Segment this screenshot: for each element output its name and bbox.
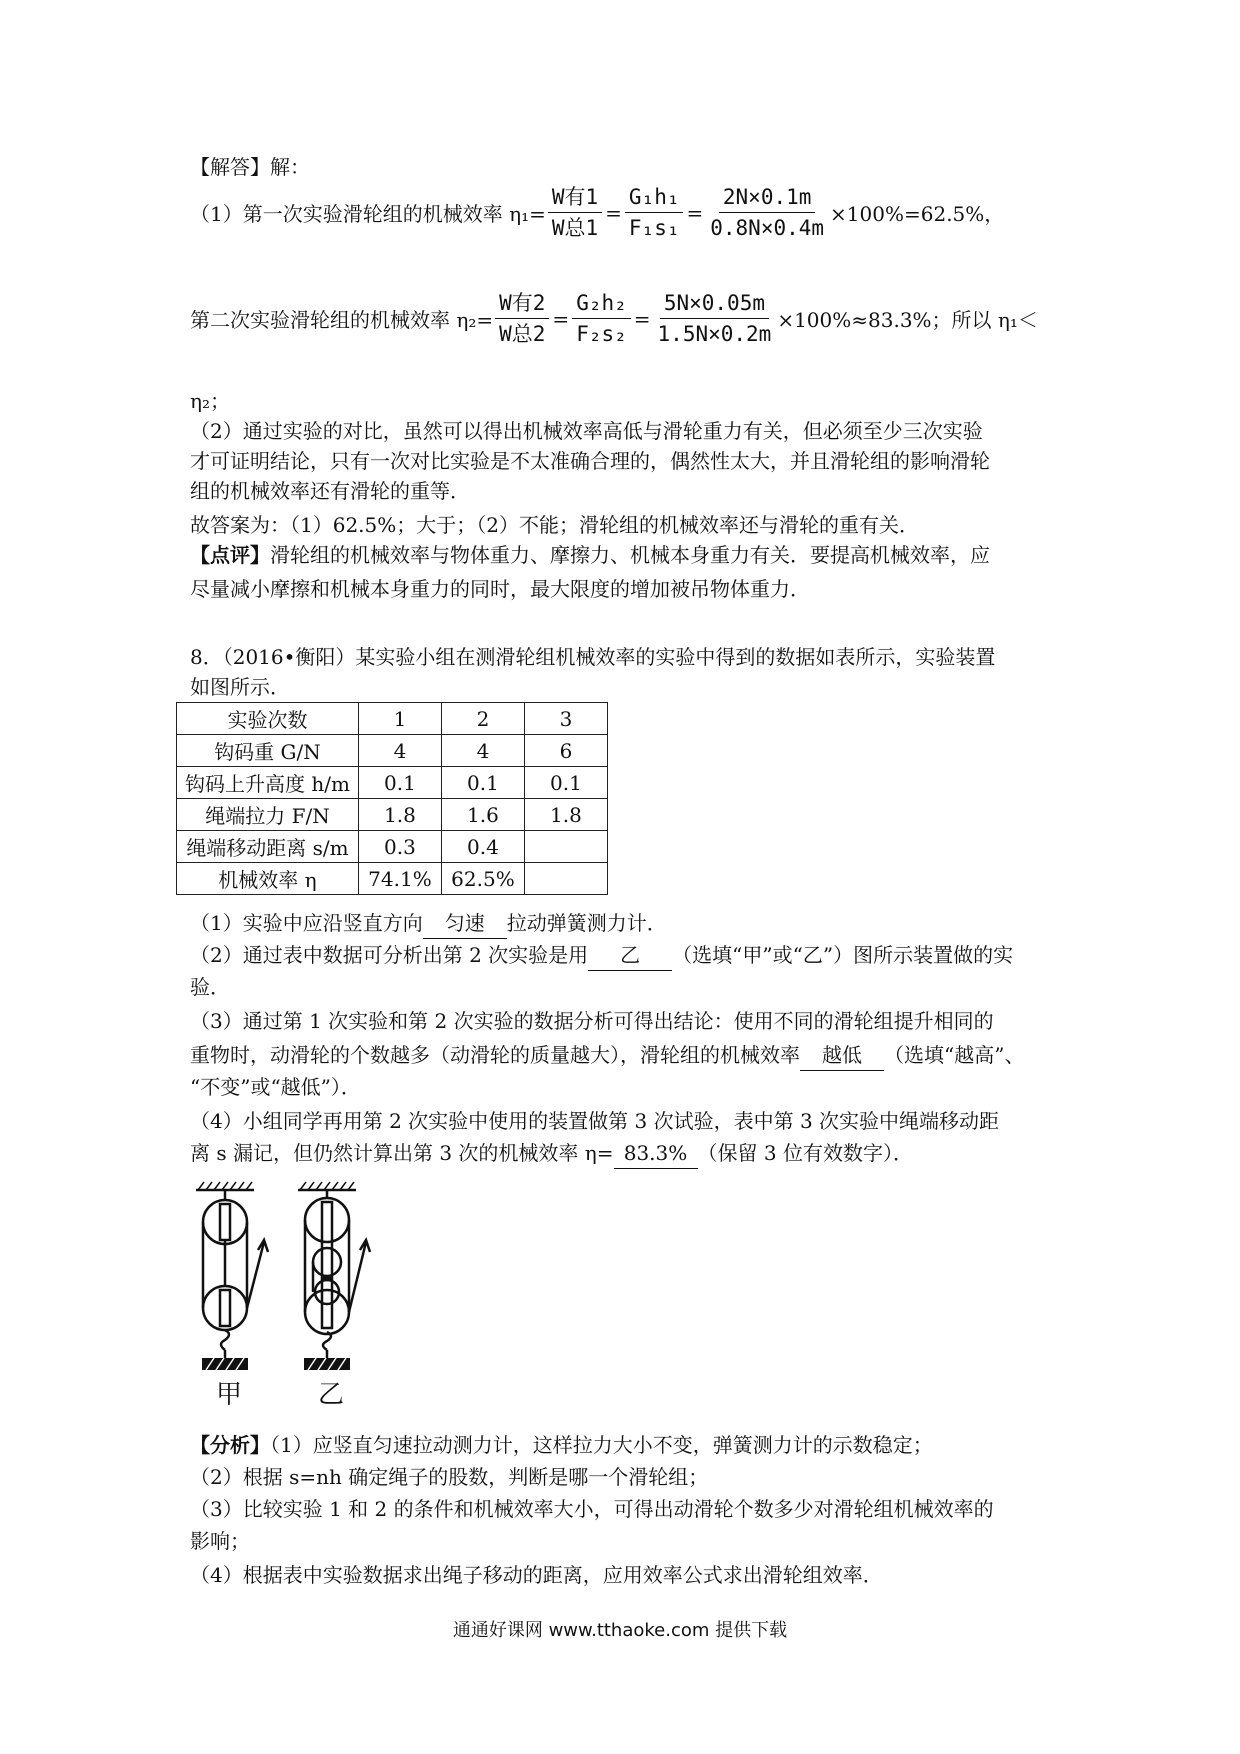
table-cell: 0.3 (358, 831, 441, 863)
q1-line: （1）实验中应沿竖直方向 匀速 拉动弹簧测力计． (190, 908, 667, 939)
table-cell (524, 831, 607, 863)
formula1-suffix: ×100%=62.5%， (830, 202, 1005, 226)
q2-answer: 乙 (588, 940, 672, 971)
table-cell: 1.8 (358, 799, 441, 831)
table-row-header: 实验次数 (177, 703, 359, 735)
formula2-prefix: 第二次实验滑轮组的机械效率 η₂= (190, 308, 494, 332)
analysis-line-2: （2）根据 s=nh 确定绳子的股数，判断是哪一个滑轮组； (190, 1465, 709, 1489)
formula-row-2: 第二次实验滑轮组的机械效率 η₂= $\frac{\text{W有2}}{\text{W总2}}$ = $\frac{\text{G₂h₂}}{\text{F₂s₂}}$ = $\frac{5N\times 0.05m}{1.5N\times 0.2m}$ ×100%≈83.3%；所以 η₁＜ (190, 291, 1038, 346)
experiment-table (176, 702, 608, 895)
q2-line-2: 验． (190, 975, 230, 999)
q3-line-2: 重物时，动滑轮的个数越多（动滑轮的质量越大），滑轮组的机械效率 越低 （选填“越高”、 (190, 1040, 1024, 1071)
formula1-fraction-work: $\frac{\text{W有1}}{\text{W总1}}$ (548, 184, 602, 241)
table-cell: 4 (441, 735, 524, 767)
figure-label-b: 乙 (318, 1380, 345, 1410)
table-cell: 3 (524, 703, 607, 735)
table-cell: 2 (441, 703, 524, 735)
q2-line: （2）通过表中数据可分析出第 2 次实验是用 乙 （选填“甲”或“乙”）图所示装置做的实 (190, 940, 1013, 971)
q4-answer: 83.3% (614, 1138, 698, 1169)
table-cell: 0.1 (358, 767, 441, 799)
formula1-fraction-symbols: $\frac{\text{G₁h₁}}{\text{F₁s₁}}$ (625, 184, 684, 241)
formula1-prefix: （1）第一次实验滑轮组的机械效率 η₁= (190, 202, 546, 226)
q3-line-1: （3）通过第 1 次实验和第 2 次实验的数据分析可得出结论：使用不同的滑轮组提升相同的 (190, 1009, 994, 1033)
table-row (177, 863, 608, 895)
analysis-line-3: （3）比较实验 1 和 2 的条件和机械效率大小，可得出动滑轮个数多少对滑轮组机械效率的 (190, 1497, 994, 1521)
q3-line-3: “不变”或“越低”）． (190, 1075, 361, 1099)
solution-heading: 【解答】解： (190, 155, 310, 179)
q4-line-2: 离 s 漏记，但仍然计算出第 3 次的机械效率 η= 83.3% （保留 3 位有效数字）． (190, 1138, 913, 1169)
table-row (177, 703, 608, 735)
table-row-header: 绳端拉力 F/N (177, 799, 359, 831)
pulley-diagram-a (190, 1180, 290, 1370)
table-row (177, 735, 608, 767)
q1-answer: 匀速 (423, 908, 507, 939)
table-cell: 1.6 (441, 799, 524, 831)
comment-tag: 【点评】 (190, 543, 270, 567)
table-row-header: 钩码重 G/N (177, 735, 359, 767)
table-row-header: 绳端移动距离 s/m (177, 831, 359, 863)
page-footer: 通通好课网 www.tthaoke.com 提供下载 (452, 1620, 788, 1641)
formula2-fraction-work: $\frac{\text{W有2}}{\text{W总2}}$ (495, 290, 549, 347)
table-cell: 62.5% (441, 863, 524, 895)
q3-answer: 越低 (800, 1040, 884, 1071)
table-cell: 1 (358, 703, 441, 735)
table-cell: 1.8 (524, 799, 607, 831)
table-row (177, 799, 608, 831)
q4-line-1: （4）小组同学再用第 2 次实验中使用的装置做第 3 次试验，表中第 3 次实验中绳端移动距 (190, 1109, 1000, 1133)
formula2-fraction-symbols: $\frac{\text{G₂h₂}}{\text{F₂s₂}}$ (572, 290, 631, 347)
table-row (177, 767, 608, 799)
solution-line: η₂； (190, 389, 230, 413)
comment-line-2: 尽量减小摩擦和机械本身重力的同时，最大限度的增加被吊物体重力． (190, 577, 810, 601)
formula-row-1: （1）第一次实验滑轮组的机械效率 η₁= $\frac{\text{W有1}}{\text{W总1}}$ = $\frac{\text{G₁h₁}}{\text{F₁s₁}}$ = $\frac{2N\times 0.1m}{0.8N\times 0.4m}$ ×100%=62.5%， (190, 185, 1005, 240)
question-intro-line-2: 如图所示． (190, 675, 290, 699)
analysis-line-5: （4）根据表中实验数据求出绳子移动的距离，应用效率公式求出滑轮组效率． (190, 1563, 883, 1587)
table-cell: 74.1% (358, 863, 441, 895)
table-cell (524, 863, 607, 895)
table-cell: 4 (358, 735, 441, 767)
table-cell: 0.4 (441, 831, 524, 863)
formula2-suffix: ×100%≈83.3%；所以 η₁＜ (777, 308, 1038, 332)
analysis-line-4: 影响； (190, 1529, 250, 1553)
table-row (177, 831, 608, 863)
analysis-line-1: 【分析】（1）应竖直匀速拉动测力计，这样拉力大小不变，弹簧测力计的示数稳定； (190, 1433, 933, 1457)
table-row-header: 钩码上升高度 h/m (177, 767, 359, 799)
formula2-fraction-values: $\frac{5N\times 0.05m}{1.5N\times 0.2m}$ (657, 291, 772, 346)
formula1-fraction-values: $\frac{2N\times 0.1m}{0.8N\times 0.4m}$ (710, 185, 825, 240)
comment-line-1: 【点评】滑轮组的机械效率与物体重力、摩擦力、机械本身重力有关．要提高机械效率，应 (190, 543, 990, 567)
table-cell: 6 (524, 735, 607, 767)
table-cell: 0.1 (524, 767, 607, 799)
table-row-header: 机械效率 η (177, 863, 359, 895)
analysis-tag: 【分析】 (190, 1433, 270, 1457)
table-cell: 0.1 (441, 767, 524, 799)
solution-line: （2）通过实验的对比，虽然可以得出机械效率高低与滑轮重力有关，但必须至少三次实验 (190, 419, 983, 443)
figure-label-a: 甲 (216, 1380, 243, 1410)
answer-summary: 故答案为：（1）62.5%；大于；（2）不能；滑轮组的机械效率还与滑轮的重有关． (190, 513, 919, 537)
solution-line: 才可证明结论，只有一次对比实验是不太准确合理的，偶然性太大，并且滑轮组的影响滑轮 (190, 449, 990, 473)
solution-line: 组的机械效率还有滑轮的重等． (190, 479, 470, 503)
question-intro-line-1: 8．（2016•衡阳）某实验小组在测滑轮组机械效率的实验中得到的数据如表所示，实验装置 (190, 645, 996, 669)
pulley-diagram-b (292, 1180, 392, 1370)
